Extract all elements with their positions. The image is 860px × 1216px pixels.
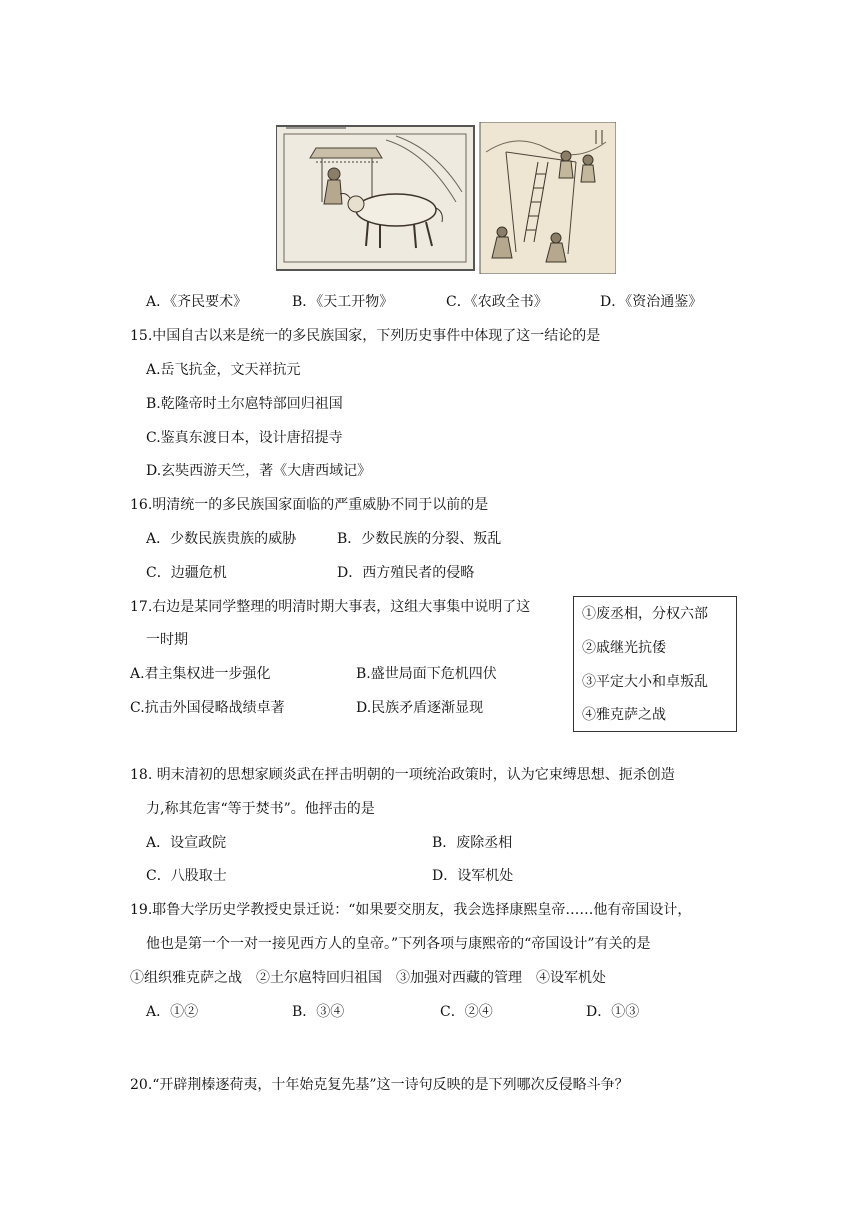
q17-event-1: ①废丞相，分权六部 bbox=[582, 606, 708, 622]
q17-option-b: B.盛世局面下危机四伏 bbox=[356, 666, 497, 682]
q17-option-c: C.抗击外国侵略战绩卓著 bbox=[130, 700, 285, 716]
q16-option-a: A．少数民族贵族的威胁 bbox=[146, 531, 297, 547]
q17-event-2: ②戚继光抗倭 bbox=[582, 640, 666, 656]
q18-option-b: B．废除丞相 bbox=[432, 835, 513, 851]
q17-stem-line1: 17.右边是某同学整理的明清时期大事表，这组大事集中说明了这 bbox=[130, 599, 531, 615]
q17-event-table bbox=[573, 596, 737, 732]
q14-option-c: C．《农政全书》 bbox=[446, 294, 548, 310]
q18-option-c: C．八股取士 bbox=[146, 868, 227, 884]
q15-option-b: B.乾隆帝时土尔扈特部回归祖国 bbox=[146, 396, 343, 412]
q14-option-d: D．《资治通鉴》 bbox=[600, 294, 703, 310]
q20-stem: 20.“开辟荆榛逐荷夷，十年始克复先基”这一诗句反映的是下列哪次反侵略斗争？ bbox=[130, 1077, 629, 1093]
ox-plough-print bbox=[276, 126, 474, 270]
q18-option-d: D．设军机处 bbox=[432, 868, 514, 884]
q14-option-b: B．《天工开物》 bbox=[292, 294, 394, 310]
q16-option-c: C．边疆危机 bbox=[146, 565, 227, 581]
q15-option-c: C.鉴真东渡日本，设计唐招提寺 bbox=[146, 430, 343, 446]
q19-stem-line2: 他也是第一个一对一接见西方人的皇帝。”下列各项与康熙帝的“帝国设计”有关的是 bbox=[146, 936, 651, 952]
well-drilling-print bbox=[480, 122, 616, 274]
q15-option-d: D.玄奘西游天竺，著《大唐西域记》 bbox=[146, 463, 372, 479]
q15-option-a: A.岳飞抗金，文天祥抗元 bbox=[146, 362, 301, 378]
q15-stem: 15.中国自古以来是统一的多民族国家，下列历史事件中体现了这一结论的是 bbox=[130, 328, 601, 344]
q19-items: ①组织雅克萨之战 ②土尔扈特回归祖国 ③加强对西藏的管理 ④设军机处 bbox=[130, 970, 606, 986]
woodblock-illustration bbox=[276, 122, 616, 274]
q17-event-3: ③平定大小和卓叛乱 bbox=[582, 674, 708, 690]
q19-option-a: A．①② bbox=[146, 1004, 199, 1020]
q17-option-d: D.民族矛盾逐渐显现 bbox=[356, 700, 484, 716]
q18-option-a: A．设宣政院 bbox=[146, 835, 227, 851]
q16-option-d: D．西方殖民者的侵略 bbox=[337, 565, 475, 581]
q18-stem-line1: 18. 明末清初的思想家顾炎武在抨击明朝的一项统治政策时，认为它束缚思想、扼杀创造 bbox=[130, 767, 675, 783]
q19-stem-line1: 19.耶鲁大学历史学教授史景迁说：“如果要交朋友，我会选择康熙皇帝……他有帝国设计， bbox=[130, 902, 692, 918]
q17-option-a: A.君主集权进一步强化 bbox=[130, 666, 271, 682]
q17-stem-line2: 一时期 bbox=[146, 632, 188, 648]
q19-option-b: B．③④ bbox=[292, 1004, 345, 1020]
q19-option-c: C．②④ bbox=[440, 1004, 493, 1020]
q17-event-4: ④雅克萨之战 bbox=[582, 707, 666, 723]
q19-option-d: D．①③ bbox=[586, 1004, 640, 1020]
q18-stem-line2: 力,称其危害“等于焚书”。他抨击的是 bbox=[146, 801, 375, 817]
q14-option-a: A．《齐民要术》 bbox=[146, 294, 248, 310]
q16-stem: 16.明清统一的多民族国家面临的严重威胁不同于以前的是 bbox=[130, 497, 489, 513]
q16-option-b: B．少数民族的分裂、叛乱 bbox=[337, 531, 502, 547]
